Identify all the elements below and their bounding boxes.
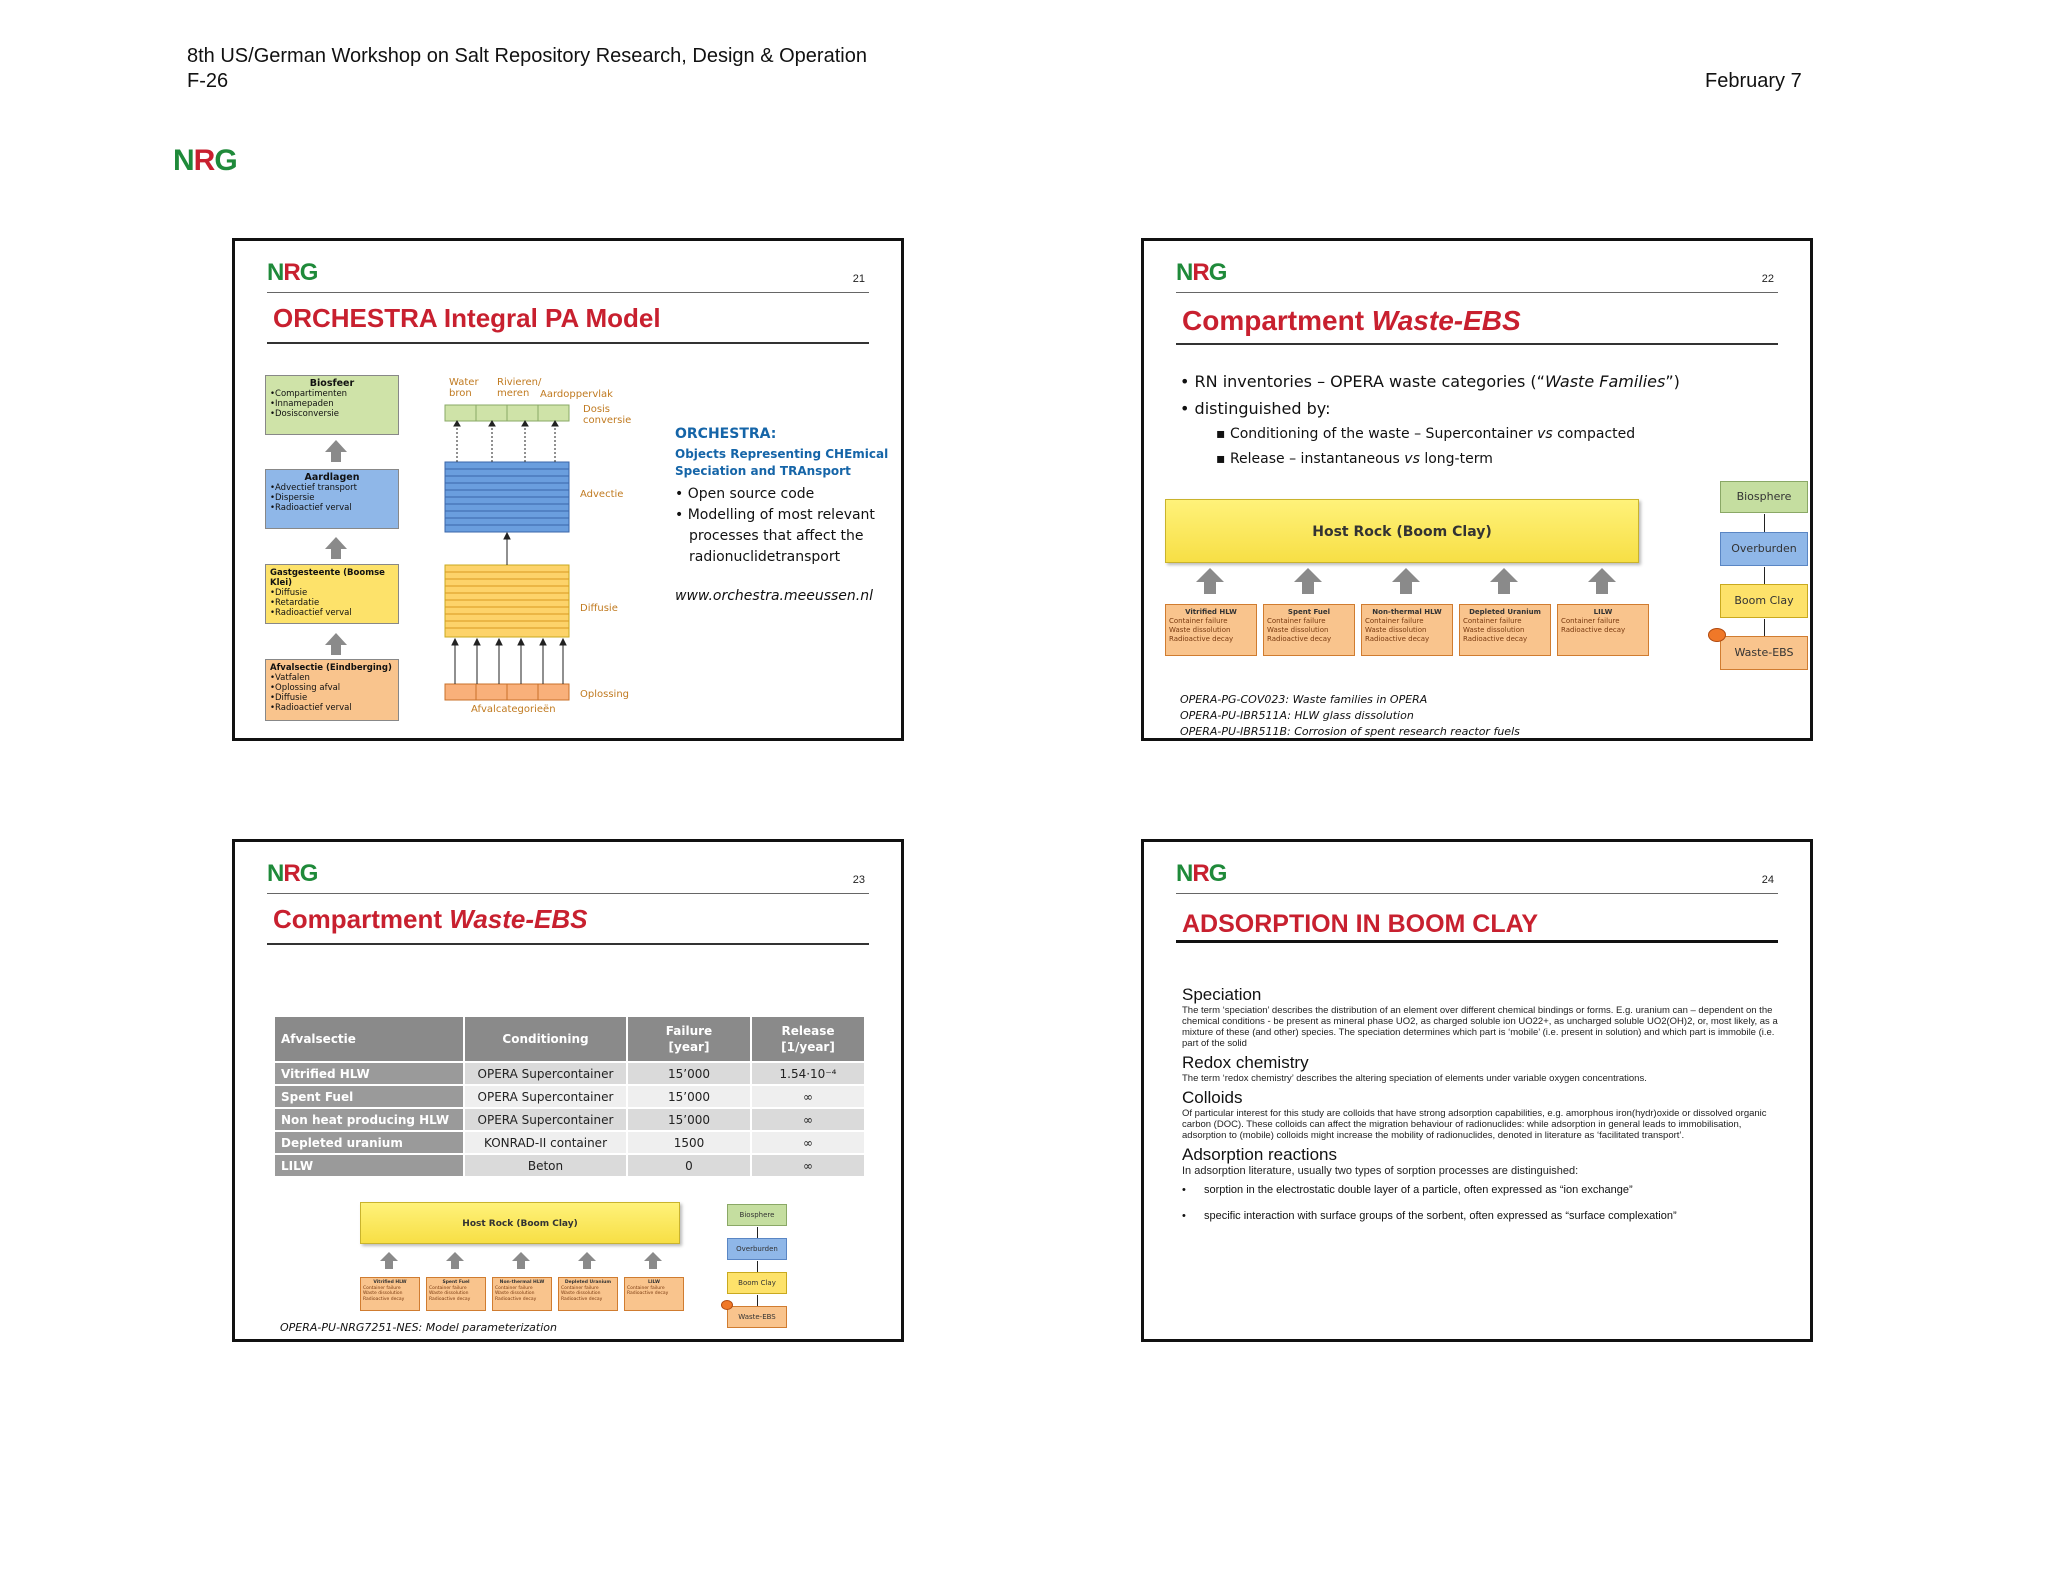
- table-row: [274, 1131, 865, 1154]
- label-advectie: Advectie: [580, 489, 624, 500]
- table-cell: ∞: [751, 1085, 865, 1108]
- waste-family-item: Container failure: [1267, 617, 1326, 625]
- label-water: Water bron: [449, 377, 479, 399]
- reference: OPERA-PU-NRG7251-NES: Model parameterization: [280, 1321, 557, 1334]
- arrow-up-icon: [325, 537, 347, 549]
- biosfeer-box: [265, 375, 399, 435]
- reference: OPERA-PG-COV023: Waste families in OPERA: [1180, 693, 1428, 706]
- connector: [1764, 619, 1765, 636]
- page-date: February 7: [1705, 70, 1802, 92]
- label-diffusie: Diffusie: [580, 603, 618, 614]
- waste-family-item: Radioactive decay: [1463, 635, 1528, 643]
- connector: [757, 1295, 758, 1306]
- slide-number: 24: [1761, 874, 1774, 886]
- table-cell: Beton: [464, 1154, 627, 1177]
- stack-overburden: Overburden: [727, 1238, 787, 1260]
- box-item: • Diffusie: [270, 693, 394, 703]
- references: [1180, 692, 1520, 740]
- table-cell: ∞: [751, 1131, 865, 1154]
- arrow-up-icon: [578, 1252, 596, 1269]
- divider: [1176, 343, 1778, 345]
- waste-family-box: [624, 1277, 684, 1311]
- waste-family-item: Container failure: [1365, 617, 1424, 625]
- box-item: • Innamepaden: [270, 399, 394, 409]
- waste-family-item: Container failure: [1463, 617, 1522, 625]
- waste-family-box: [1361, 604, 1453, 656]
- slide-number: 21: [852, 273, 865, 285]
- waste-family-item: Radioactive decay: [627, 1291, 669, 1296]
- bullet-item: [1180, 368, 1680, 395]
- slide-21: [232, 238, 904, 741]
- arrow-up-icon: [512, 1252, 530, 1269]
- table-cell: KONRAD-II container: [464, 1131, 627, 1154]
- waste-family-title: Vitrified HLW: [373, 1280, 407, 1285]
- divider: [267, 292, 869, 293]
- waste-family-title: Non-thermal HLW: [499, 1280, 545, 1285]
- column-header: Afvalsectie: [274, 1016, 464, 1062]
- table-cell: LILW: [274, 1154, 464, 1177]
- title-text: Compartment: [1182, 305, 1372, 336]
- arrow-up-icon: [1588, 568, 1616, 594]
- connector: [757, 1227, 758, 1238]
- waste-family-item: Waste dissolution: [561, 1291, 601, 1296]
- slide-logo: NRG: [267, 860, 318, 887]
- box-item: • Retardatie: [270, 598, 394, 608]
- waste-family-item: Container failure: [1169, 617, 1228, 625]
- divider: [1176, 292, 1778, 293]
- divider: [267, 342, 869, 344]
- stack-boom-clay: Boom Clay: [1720, 584, 1808, 618]
- waste-family-title: LILW: [647, 1280, 661, 1285]
- box-item: • Compartimenten: [270, 389, 394, 399]
- waste-family-title: Depleted Uranium: [564, 1280, 612, 1285]
- slide-logo: NRG: [267, 259, 318, 286]
- label-oplossing: Oplossing: [580, 689, 629, 700]
- afvalsectie-box: [265, 659, 399, 721]
- page-id: F-26: [187, 70, 229, 92]
- waste-family-item: Waste dissolution: [1463, 626, 1525, 634]
- box-item: • Dosisconversie: [270, 409, 394, 419]
- bullet-item: • distinguished by:: [1180, 395, 1680, 422]
- slide-23: [232, 839, 904, 1342]
- text: ”): [1665, 372, 1680, 391]
- table-header-row: [274, 1016, 865, 1062]
- gastgesteente-box: [265, 564, 399, 624]
- waste-family-item: Radioactive decay: [561, 1296, 603, 1302]
- host-rock-box: Host Rock (Boom Clay): [360, 1202, 680, 1244]
- waste-family-item: Waste dissolution: [1169, 626, 1231, 634]
- bullet-list: [1180, 368, 1680, 472]
- waste-family-item: Radioactive decay: [429, 1296, 471, 1302]
- slide-22: [1141, 238, 1813, 741]
- waste-family-title: LILW: [1593, 608, 1613, 616]
- slide-title: ORCHESTRA Integral PA Model: [273, 303, 661, 333]
- table-cell: 0: [627, 1154, 751, 1177]
- divider: [267, 893, 869, 894]
- table-cell: ∞: [751, 1108, 865, 1131]
- waste-family-item: Waste dissolution: [1365, 626, 1427, 634]
- title-italic: Waste-EBS: [449, 904, 588, 934]
- text-italic: vs: [1537, 426, 1553, 442]
- divider: [267, 943, 869, 945]
- arrow-stem: [331, 549, 341, 559]
- section-heading: Redox chemistry: [1182, 1053, 1309, 1072]
- table-cell: OPERA Supercontainer: [464, 1062, 627, 1085]
- text: compacted: [1552, 426, 1636, 442]
- sub-bullet-item: [1180, 447, 1680, 472]
- box-item: • Radioactief verval: [270, 503, 394, 513]
- workshop-title: 8th US/German Workshop on Salt Repository Research, Design & Operation: [187, 45, 867, 67]
- reference: OPERA-PU-IBR511B: Corrosion of spent research reactor fuels: [1180, 725, 1520, 738]
- arrow-up-icon: [644, 1252, 662, 1269]
- column-header: Release [1/year]: [751, 1016, 865, 1062]
- box-item: • Dispersie: [270, 493, 394, 503]
- section-text: The term ‘speciation’ describes the distribution of an element over different chemical bindings or forms. E.g. uranium can – dependent on the chemical conditions - be present as mineral phase UO2, as charged soluble ion UO22+, as uncharged soluble UO2(OH)2, or, most likely, as a mixture of these (and other) species. The speciation determines which part is ‘mobile’ (i.e. present in solution) and which part is immobile (i.e. part of the solid: [1182, 1005, 1778, 1049]
- table-cell: Depleted uranium: [274, 1131, 464, 1154]
- section-heading: Adsorption reactions: [1182, 1145, 1337, 1164]
- arrow-up-icon: [446, 1252, 464, 1269]
- label-rivieren: Rivieren/ meren: [497, 377, 542, 399]
- arrow-up-icon: [325, 440, 347, 452]
- waste-family-item: Waste dissolution: [495, 1291, 535, 1296]
- arrow-up-icon: [1490, 568, 1518, 594]
- source-dot-icon: [1708, 628, 1726, 642]
- stack-overburden: Overburden: [1720, 532, 1808, 566]
- waste-family-box: [1263, 604, 1355, 656]
- waste-family-box: [1557, 604, 1649, 656]
- connector: [1764, 514, 1765, 532]
- column-header: Conditioning: [464, 1016, 627, 1062]
- table-cell: OPERA Supercontainer: [464, 1085, 627, 1108]
- table-row: [274, 1062, 865, 1085]
- stack-waste-ebs: Waste-EBS: [727, 1306, 787, 1328]
- waste-family-box: [492, 1277, 552, 1311]
- table-cell: 15’000: [627, 1085, 751, 1108]
- box-item: • Vatfalen: [270, 673, 394, 683]
- waste-family-box: [1165, 604, 1257, 656]
- table-cell: 15’000: [627, 1108, 751, 1131]
- waste-family-item: Container failure: [363, 1285, 401, 1291]
- slide-logo: NRG: [1176, 860, 1227, 887]
- section-text: The term ‘redox chemistry’ describes the altering speciation of elements under variable oxygen concentrations.: [1182, 1073, 1647, 1084]
- slide-title: [273, 904, 587, 935]
- table-cell: ∞: [751, 1154, 865, 1177]
- nrg-logo: NRG: [173, 144, 237, 177]
- text: Conditioning of the waste – Supercontainer: [1229, 426, 1538, 442]
- waste-family-item: Container failure: [1561, 617, 1620, 625]
- table-cell: 1500: [627, 1131, 751, 1154]
- section-heading: Speciation: [1182, 985, 1262, 1004]
- table-row: [274, 1108, 865, 1131]
- waste-family-item: Radioactive decay: [1267, 635, 1332, 643]
- waste-family-item: Radioactive decay: [495, 1296, 537, 1302]
- reference: OPERA-PU-IBR511A: HLW glass dissolution: [1180, 709, 1414, 722]
- orchestra-description: [675, 426, 890, 604]
- host-rock-box: Host Rock (Boom Clay): [1165, 499, 1639, 563]
- label-afvalcategorieen: Afvalcategorieën: [471, 704, 556, 715]
- waste-family-item: Waste dissolution: [429, 1291, 469, 1296]
- bullet-item: • Modelling of most relevant processes that affect the radionuclidetransport: [675, 505, 890, 568]
- section-text: In adsorption literature, usually two types of sorption processes are distinguished:: [1182, 1165, 1579, 1177]
- slide-title: ADSORPTION IN BOOM CLAY: [1182, 910, 1539, 938]
- text-italic: vs: [1404, 451, 1420, 467]
- slide-number: 23: [852, 874, 865, 886]
- table-cell: Vitrified HLW: [274, 1062, 464, 1085]
- waste-family-item: Radioactive decay: [363, 1296, 405, 1302]
- waste-family-item: Radioactive decay: [1169, 635, 1234, 643]
- box-item: • Radioactief verval: [270, 703, 394, 713]
- text: Release – instantaneous: [1229, 451, 1405, 467]
- source-dot-icon: [721, 1300, 733, 1310]
- box-item: • Radioactief verval: [270, 608, 394, 618]
- sub-bullet-item: [1180, 422, 1680, 447]
- waste-family-box: [360, 1277, 420, 1311]
- slide-title: [1182, 305, 1521, 337]
- adsorption-body: [1182, 981, 1782, 1236]
- waste-family-item: Container failure: [495, 1285, 533, 1291]
- divider: [1176, 893, 1778, 894]
- waste-family-item: Container failure: [627, 1285, 665, 1291]
- table-cell: 1.54·10⁻⁴: [751, 1062, 865, 1085]
- table-cell: Spent Fuel: [274, 1085, 464, 1108]
- section-text: Of particular interest for this study are colloids that have strong adsorption capabilities, e.g. amorphous iron(hydr)oxide or dissolved organic carbon (DOC). These colloids can affect the migration behaviour of radionuclides: while adsorption in general leads to immobilisation, adsorption to (mobile) colloids might increase the mobility of radionuclides, denoted in literature as ‘facilitated transport’.: [1182, 1108, 1767, 1141]
- arrow-up-icon: [1196, 568, 1224, 594]
- box-item: • Diffusie: [270, 588, 394, 598]
- orchestra-heading: ORCHESTRA:: [675, 426, 777, 442]
- box-title: Aardlagen: [304, 472, 360, 483]
- waste-family-item: Container failure: [429, 1285, 467, 1291]
- table-row: [274, 1154, 865, 1177]
- waste-family-item: Radioactive decay: [1561, 626, 1626, 634]
- arrow-up-icon: [325, 633, 347, 645]
- orchestra-url: www.orchestra.meeussen.nl: [675, 588, 874, 604]
- arrow-stem: [331, 452, 341, 462]
- waste-family-title: Vitrified HLW: [1185, 608, 1237, 616]
- arrow-stem: [331, 645, 341, 655]
- text: RN inventories – OPERA waste categories (“: [1194, 372, 1545, 391]
- stack-waste-ebs: Waste-EBS: [1720, 636, 1808, 670]
- orchestra-subheading: Objects Representing CHEmical Speciation and TRAnsport: [675, 447, 889, 478]
- aardlagen-box: [265, 469, 399, 529]
- waste-family-box: [426, 1277, 486, 1311]
- connector: [757, 1261, 758, 1272]
- column-header: Failure [year]: [627, 1016, 751, 1062]
- title-text: Compartment: [273, 904, 450, 934]
- waste-family-title: Spent Fuel: [442, 1280, 470, 1285]
- slide-24: [1141, 839, 1813, 1342]
- waste-family-box: [1459, 604, 1551, 656]
- table-cell: Non heat producing HLW: [274, 1108, 464, 1131]
- arrow-up-icon: [1294, 568, 1322, 594]
- arrow-up-icon: [1392, 568, 1420, 594]
- table-row: [274, 1085, 865, 1108]
- waste-family-item: Waste dissolution: [1267, 626, 1329, 634]
- waste-family-item: Container failure: [561, 1285, 599, 1291]
- stack-biosphere: Biosphere: [1720, 481, 1808, 513]
- bullet-item: • specific interaction with surface groups of the sorbent, often expressed as “surface complexation”: [1182, 1210, 1782, 1223]
- waste-family-title: Spent Fuel: [1287, 608, 1331, 616]
- label-dosis: Dosis conversie: [583, 404, 632, 426]
- waste-family-item: Radioactive decay: [1365, 635, 1430, 643]
- bullet-item: • Open source code: [675, 484, 890, 505]
- stack-boom-clay: Boom Clay: [727, 1272, 787, 1294]
- waste-family-title: Non-thermal HLW: [1372, 608, 1442, 616]
- stack-biosphere: Biosphere: [727, 1204, 787, 1226]
- waste-family-title: Depleted Uranium: [1469, 608, 1541, 616]
- label-aardoppervlak: Aardoppervlak: [540, 389, 613, 400]
- title-italic: Waste-EBS: [1371, 305, 1521, 336]
- box-item: • Advectief transport: [270, 483, 394, 493]
- text-italic: Waste Families: [1544, 372, 1666, 391]
- waste-table: [273, 1015, 866, 1178]
- box-title: Gastgesteente (Boomse Klei): [270, 568, 385, 588]
- waste-family-box: [558, 1277, 618, 1311]
- divider: [1176, 940, 1778, 943]
- section-heading: Colloids: [1182, 1088, 1243, 1107]
- table-cell: 15’000: [627, 1062, 751, 1085]
- waste-family-item: Waste dissolution: [363, 1291, 403, 1296]
- table-cell: OPERA Supercontainer: [464, 1108, 627, 1131]
- box-title: Biosfeer: [309, 378, 355, 389]
- slide-logo: NRG: [1176, 259, 1227, 286]
- box-item: • Oplossing afval: [270, 683, 394, 693]
- box-title: Afvalsectie (Eindberging): [270, 663, 392, 673]
- slide-number: 22: [1761, 273, 1774, 285]
- text: long-term: [1419, 451, 1493, 467]
- bullet-item: • sorption in the electrostatic double layer of a particle, often expressed as “ion exchange”: [1182, 1184, 1782, 1197]
- arrow-up-icon: [380, 1252, 398, 1269]
- connector: [1764, 567, 1765, 584]
